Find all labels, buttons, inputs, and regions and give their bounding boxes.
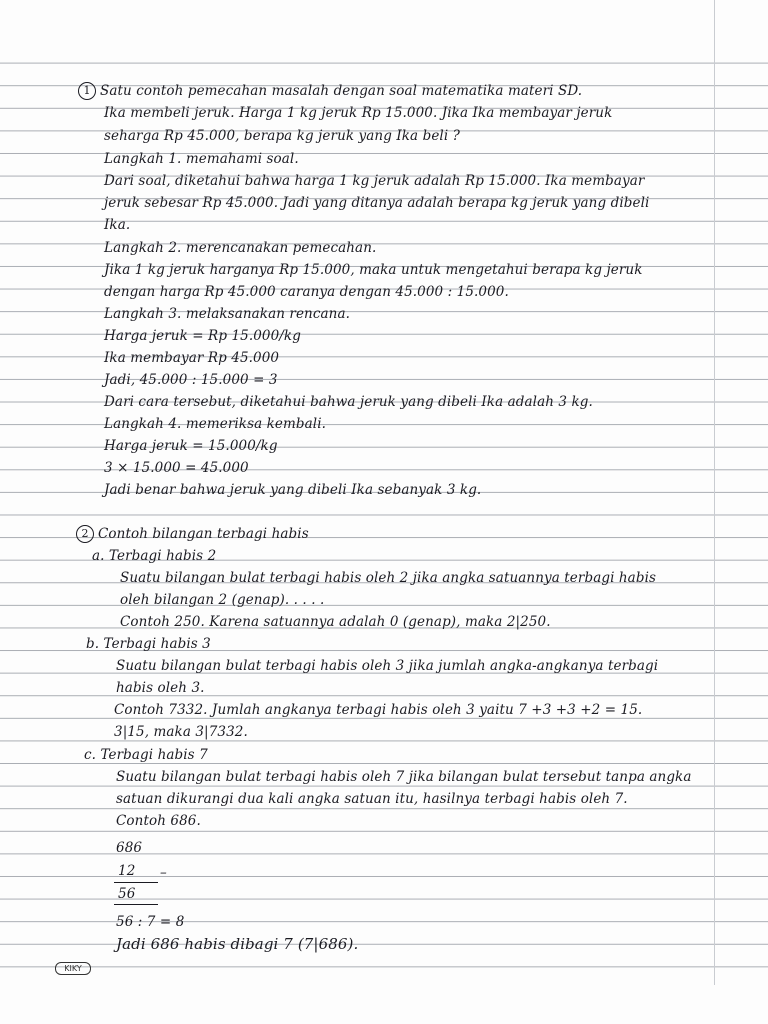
- note-line-text: Suatu bilangan bulat terbagi habis oleh 3 jika jumlah angka-angkanya terbagi: [116, 658, 659, 674]
- note-line: [104, 413, 326, 435]
- note-line: [86, 633, 211, 655]
- note-line: [104, 369, 278, 391]
- note-line: [84, 744, 208, 766]
- note-line-text: habis oleh 3.: [116, 680, 205, 696]
- note-line-text: 56 : 7 = 8: [116, 914, 185, 930]
- division-result-rule: [114, 904, 158, 905]
- note-line-text: Suatu bilangan bulat terbagi habis oleh 2 jika angka satuannya terbagi habis: [120, 570, 657, 586]
- note-line-text: seharga Rp 45.000, berapa kg jeruk yang Ika beli ?: [104, 128, 460, 144]
- note-line-text: Suatu bilangan bulat terbagi habis oleh 7 jika bilangan bulat tersebut tanpa angka: [116, 769, 692, 785]
- note-line-text: Contoh 686.: [116, 813, 201, 829]
- note-line: [104, 192, 649, 214]
- note-line-text: Dari cara tersebut, diketahui bahwa jeruk yang dibeli Ika adalah 3 kg.: [104, 394, 593, 410]
- note-line: [104, 281, 509, 303]
- note-line-text: Satu contoh pemecahan masalah dengan soal matematika materi SD.: [100, 83, 583, 99]
- note-line-text: Harga jeruk = 15.000/kg: [104, 438, 278, 454]
- note-line-text: Jadi 686 habis dibagi 7 (7|686).: [116, 935, 359, 953]
- note-line: [118, 860, 135, 882]
- note-line: [120, 589, 324, 611]
- note-line: [104, 347, 279, 369]
- note-line: [92, 545, 216, 567]
- note-line-text: Contoh 7332. Jumlah angkanya terbagi habis oleh 3 yaitu 7 +3 +3 +2 = 15.: [114, 702, 643, 718]
- note-line-text: b. Terbagi habis 3: [86, 636, 211, 652]
- note-line-text: dengan harga Rp 45.000 caranya dengan 45.000 : 15.000.: [104, 284, 509, 300]
- note-line-text: 686: [116, 840, 143, 856]
- note-line-text: Jika 1 kg jeruk harganya Rp 15.000, maka untuk mengetahui berapa kg jeruk: [104, 262, 643, 278]
- note-line-text: Harga jeruk = Rp 15.000/kg: [104, 328, 301, 344]
- note-line-text: jeruk sebesar Rp 45.000. Jadi yang ditanya adalah berapa kg jeruk yang dibeli: [104, 195, 650, 211]
- note-line-text: 12: [118, 863, 136, 879]
- note-line: [114, 721, 248, 743]
- signature-stamp: KIKY: [55, 962, 91, 975]
- note-line: [120, 567, 656, 589]
- note-line-text: 3 × 15.000 = 45.000: [104, 460, 249, 476]
- note-line: [116, 810, 201, 832]
- note-line-text: 56: [118, 886, 136, 902]
- note-line: [116, 766, 692, 788]
- note-line: [104, 102, 612, 124]
- note-line-text: Jadi benar bahwa jeruk yang dibeli Ika sebanyak 3 kg.: [104, 482, 482, 498]
- note-line-text: Jadi, 45.000 : 15.000 = 3: [104, 372, 278, 388]
- note-line-text: Dari soal, diketahui bahwa harga 1 kg jeruk adalah Rp 15.000. Ika membayar: [104, 173, 645, 189]
- note-line: [104, 259, 642, 281]
- note-line: [120, 611, 551, 633]
- note-line: [116, 655, 658, 677]
- note-line-text: Contoh bilangan terbagi habis: [98, 526, 309, 542]
- note-line-text: –: [160, 865, 167, 881]
- note-line: [116, 788, 628, 810]
- note-line: [116, 933, 358, 955]
- note-line: [104, 457, 249, 479]
- note-line-text: Langkah 4. memeriksa kembali.: [104, 416, 327, 432]
- note-line: [160, 862, 167, 884]
- note-line-text: Ika membeli jeruk. Harga 1 kg jeruk Rp 15.000. Jika Ika membayar jeruk: [104, 105, 613, 121]
- note-line: [104, 170, 644, 192]
- note-line-text: Langkah 1. memahami soal.: [104, 151, 299, 167]
- note-line: [104, 214, 130, 236]
- note-line: [116, 677, 205, 699]
- item-number-circle: 1: [78, 82, 96, 100]
- note-line-text: oleh bilangan 2 (genap). . . . .: [120, 592, 325, 608]
- note-line: [104, 479, 481, 501]
- note-line: [104, 325, 301, 347]
- note-line-text: 3|15, maka 3|7332.: [114, 724, 248, 740]
- subtraction-rule: [114, 882, 158, 883]
- note-line-text: Ika membayar Rp 45.000: [104, 350, 280, 366]
- note-line: [104, 237, 376, 259]
- note-line-text: Langkah 2. merencanakan pemecahan.: [104, 240, 377, 256]
- note-line-text: c. Terbagi habis 7: [84, 747, 208, 763]
- note-line-text: Contoh 250. Karena satuannya adalah 0 (genap), maka 2|250.: [120, 614, 551, 630]
- note-line: [118, 883, 135, 905]
- note-line-text: a. Terbagi habis 2: [92, 548, 217, 564]
- note-line-text: satuan dikurangi dua kali angka satuan itu, hasilnya terbagi habis oleh 7.: [116, 791, 628, 807]
- item-number-circle: 2: [76, 525, 94, 543]
- note-line: [104, 148, 299, 170]
- note-line: [104, 435, 278, 457]
- note-line: [116, 837, 142, 859]
- note-line: [104, 125, 460, 147]
- note-line: [104, 303, 350, 325]
- note-line: [114, 699, 642, 721]
- note-line: [104, 391, 593, 413]
- note-line-text: Ika.: [104, 217, 131, 233]
- note-line: [116, 911, 184, 933]
- note-line: [78, 80, 582, 102]
- note-line-text: Langkah 3. melaksanakan rencana.: [104, 306, 350, 322]
- note-line: [76, 523, 309, 545]
